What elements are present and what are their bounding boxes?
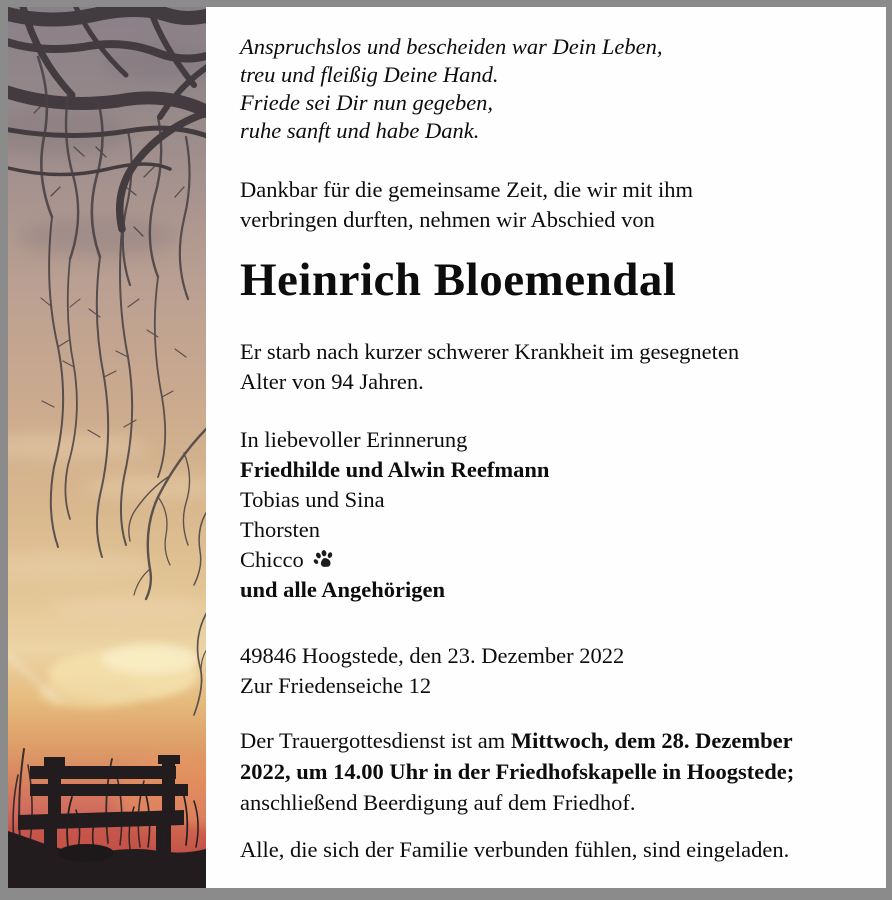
- mourner-line-5: und alle Angehörigen: [240, 577, 446, 602]
- mourner-family: Friedhilde und Alwin Reefmann: [240, 457, 550, 482]
- intro-line-2: verbringen durften, nehmen wir Abschied von: [240, 207, 655, 232]
- service-line-3: anschließend Beerdigung auf dem Friedhof.: [240, 790, 636, 815]
- verse-line-4: ruhe sanft und habe Dank.: [240, 118, 480, 143]
- memorial-verse: [240, 33, 872, 145]
- notice-text: [206, 7, 886, 865]
- intro-line-1: Dankbar für die gemeinsame Zeit, die wir mit ihm: [240, 177, 693, 202]
- photo-illustration: [8, 7, 206, 888]
- mourner-line-3: Thorsten: [240, 517, 320, 542]
- closing-line: Alle, die sich der Familie verbunden fühlen, sind eingeladen.: [240, 837, 790, 862]
- verse-line-2: treu und fleißig Deine Hand.: [240, 62, 499, 87]
- ground-mound: [58, 844, 114, 862]
- street-address: Zur Friedenseiche 12: [240, 673, 432, 698]
- service-line-1-bold: Mittwoch, dem 28. Dezember: [510, 728, 793, 753]
- place-and-address: [240, 641, 872, 701]
- mourner-line-4: [240, 545, 872, 575]
- mourner-line-2: Tobias und Sina: [240, 487, 385, 512]
- service-line-2: 2022, um 14.00 Uhr in der Friedhofskapelle in Hoogstede;: [240, 759, 795, 784]
- verse-line-3: Friede sei Dir nun gegeben,: [240, 90, 494, 115]
- mourner-pet-name: Chicco: [240, 547, 304, 572]
- service-line-1-normal: Der Trauergottesdienst ist am: [240, 728, 511, 753]
- death-statement: [240, 337, 872, 397]
- mourners-list: [240, 425, 872, 605]
- mourners-heading: In liebevoller Erinnerung: [240, 427, 468, 452]
- farewell-intro: [240, 175, 872, 235]
- death-line-1: Er starb nach kurzer schwerer Krankheit im gesegneten: [240, 339, 740, 364]
- place-date: 49846 Hoogstede, den 23. Dezember 2022: [240, 643, 625, 668]
- sunset-bench-photo: [8, 7, 206, 888]
- funeral-service-info: [240, 725, 872, 818]
- death-line-2: Alter von 94 Jahren.: [240, 369, 424, 394]
- deceased-name: Heinrich Bloemendal: [240, 254, 677, 306]
- verse-line-1: Anspruchslos und bescheiden war Dein Leben,: [240, 34, 663, 59]
- closing-invitation: [240, 835, 872, 865]
- notice-paper: [206, 7, 886, 888]
- paw-print-icon: [313, 549, 334, 570]
- service-line-1: [240, 725, 872, 756]
